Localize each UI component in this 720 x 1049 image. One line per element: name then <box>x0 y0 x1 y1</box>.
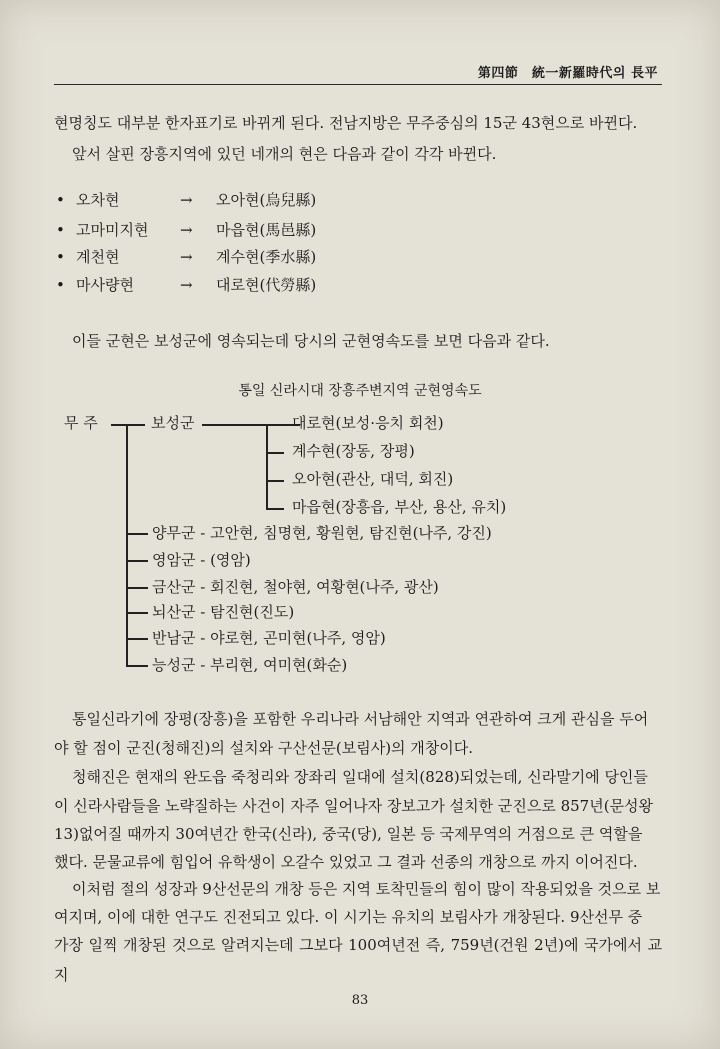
new-county-name: 오아현(烏兒縣) <box>216 191 317 209</box>
bullet: • <box>56 276 65 294</box>
county-node: 금산군 - 회진현, 철야현, 여황현(나주, 광산) <box>152 578 439 596</box>
old-county-name: 마사량현 <box>76 276 134 294</box>
connector-line <box>266 480 284 482</box>
connector-line <box>111 424 145 426</box>
new-county-name: 대로현(代勞縣) <box>216 276 317 294</box>
chart-title: 통일 신라시대 장흥주변지역 군현영속도 <box>238 383 482 399</box>
connector-line <box>126 612 148 614</box>
header-rule <box>54 84 662 85</box>
bullet: • <box>56 221 65 239</box>
paragraph: 여지며, 이에 대한 연구도 진전되고 있다. 이 시기는 유치의 보림사가 개창된다. 9산선무 중 <box>54 908 643 926</box>
paragraph: 청해진은 현재의 완도읍 죽청리와 장좌리 일대에 설치(828)되었는데, 신라말기에 당인들 <box>72 768 648 786</box>
arrow: → <box>180 191 193 209</box>
paragraph: 했다. 문물교류에 힘입어 유학생이 오갈수 있었고 그 결과 선종의 개창으로 까지 이어진다. <box>54 853 638 871</box>
paragraph: 13)없어질 때까지 30여년간 한국(신라), 중국(당), 일본 등 국제무역의 거점으로 큰 역할을 <box>54 825 643 843</box>
connector-line <box>126 638 148 640</box>
connector-line <box>126 587 148 589</box>
arrow: → <box>180 248 193 266</box>
rename-item <box>56 242 316 272</box>
paragraph: 이처럼 절의 성장과 9산선문의 개창 등은 지역 토착민들의 힘이 많이 작용되었을 것으로 보 <box>72 880 661 898</box>
connector-line <box>266 508 284 510</box>
connector-line <box>266 452 284 454</box>
paragraph: 현명칭도 대부분 한자표기로 바뀌게 된다. 전남지방은 무주중심의 15군 43현으로 바뀐다. <box>54 114 638 132</box>
connector-line <box>126 424 128 665</box>
root-node: 무 주 <box>64 414 98 432</box>
arrow: → <box>180 276 193 294</box>
page-number: 83 <box>351 993 369 1008</box>
connector-line <box>126 533 148 535</box>
county-node: 반남군 - 야로현, 곤미현(나주, 영암) <box>152 629 386 647</box>
bullet: • <box>56 191 65 209</box>
paragraph: 이 신라사람들을 노략질하는 사건이 자주 일어나자 장보고가 설치한 군진으로 857년(문성왕 <box>54 797 654 815</box>
running-header: 第四節 統一新羅時代의 長平 <box>477 66 658 81</box>
bullet: • <box>56 248 65 266</box>
old-county-name: 고마미지현 <box>76 221 149 239</box>
county-node: 능성군 - 부리현, 여미현(화순) <box>152 656 348 674</box>
rename-item <box>56 215 316 245</box>
connector-line <box>266 424 268 508</box>
arrow: → <box>180 221 193 239</box>
rename-item <box>56 185 316 215</box>
paragraph: 이들 군현은 보성군에 영속되는데 당시의 군현영속도를 보면 다음과 같다. <box>72 332 550 350</box>
paragraph: 야 할 점이 군진(청해진)의 설치와 구산선문(보림사)의 개창이다. <box>54 739 474 757</box>
paragraph: 통일신라기에 장평(장흥)을 포함한 우리나라 서남해안 지역과 연관하여 크게 관심을 두어 <box>72 710 649 728</box>
county-node: 양무군 - 고안현, 침명현, 황원현, 탐진현(나주, 강진) <box>152 524 492 542</box>
new-county-name: 마읍현(馬邑縣) <box>216 221 317 239</box>
paragraph: 앞서 살핀 장흥지역에 있던 네개의 현은 다음과 같이 각각 바뀐다. <box>72 145 497 163</box>
old-county-name: 계천현 <box>76 248 120 266</box>
county-node: 마읍현(장흥읍, 부산, 용산, 유치) <box>292 498 507 516</box>
county-node: 오아현(관산, 대덕, 회진) <box>292 470 454 488</box>
county-node: 보성군 <box>151 414 195 432</box>
county-node: 영암군 - (영암) <box>152 551 251 569</box>
new-county-name: 계수현(季水縣) <box>216 248 317 266</box>
county-node: 대로현(보성·응치 회천) <box>292 414 444 432</box>
connector-line <box>126 560 148 562</box>
connector-line <box>202 424 300 426</box>
county-node: 계수현(장동, 장평) <box>292 442 415 460</box>
rename-item <box>56 270 316 300</box>
old-county-name: 오차현 <box>76 191 120 209</box>
county-node: 뇌산군 - 탐진현(진도) <box>152 603 295 621</box>
paragraph: 가장 일찍 개창된 것으로 알려지는데 그보다 100여년전 즉, 759년(건원 2년)에 국가에서 교지 <box>54 936 662 984</box>
connector-line <box>126 665 148 667</box>
